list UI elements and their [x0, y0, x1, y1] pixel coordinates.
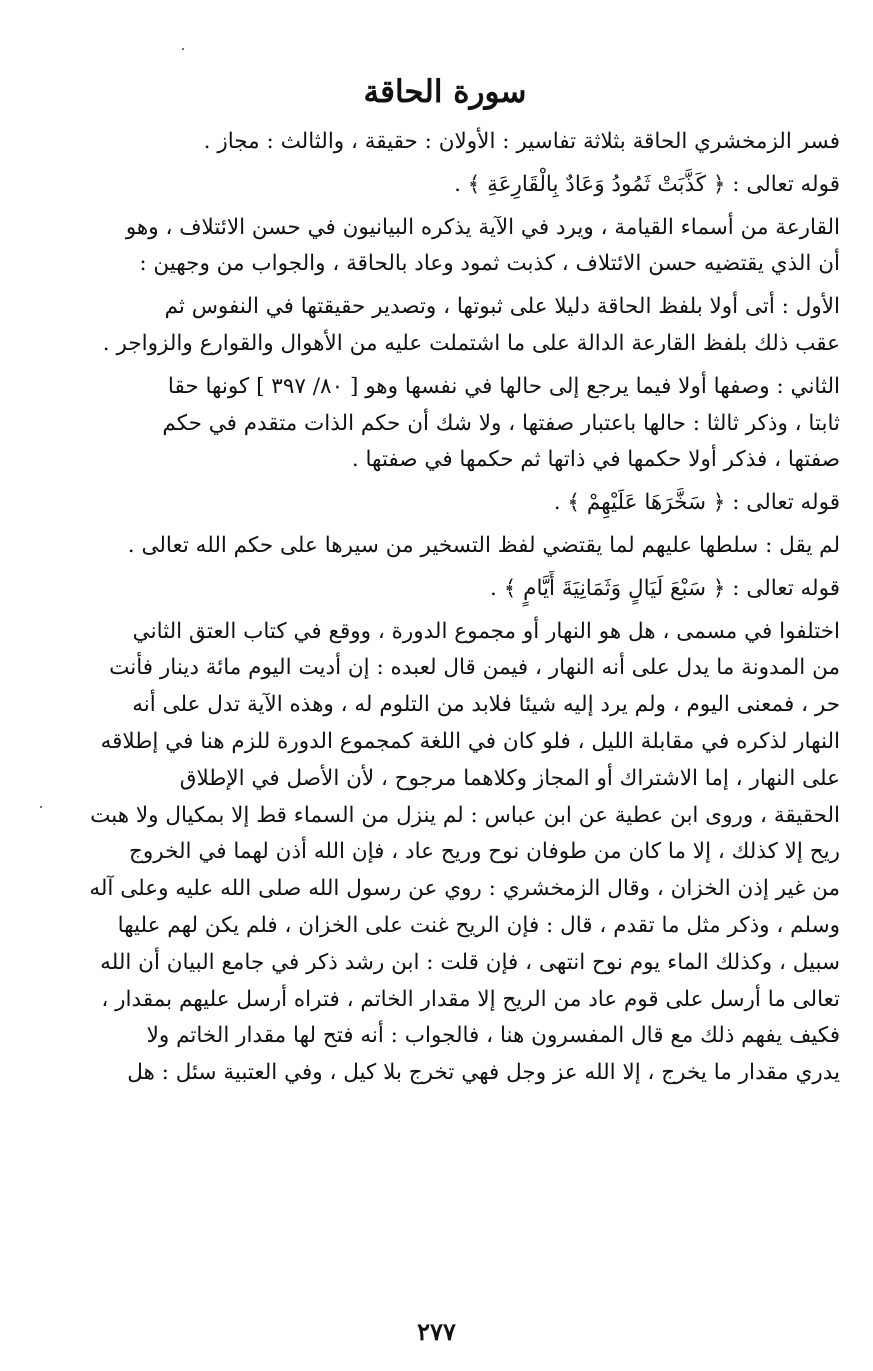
- text-line: القارعة من أسماء القيامة ، ويرد في الآية يذكره البيانيون في حسن الائتلاف ، وهو: [125, 214, 840, 240]
- page-number: ٢٧٧: [417, 1317, 456, 1346]
- text-line: يدري مقدار ما يخرج ، إلا الله عز وجل فهي تخرج بلا كيل ، وفي العتبية سئل : هل: [127, 1060, 840, 1086]
- text-line: اختلفوا في مسمى ، هل هو النهار أو مجموع الدورة ، ووقع في كتاب العتق الثاني: [132, 618, 840, 644]
- scan-speck: [182, 48, 184, 50]
- text-line: من غير إذن الخزان ، وقال الزمخشري : روي عن رسول الله صلى الله عليه وعلى آله: [89, 876, 840, 902]
- paragraph-taskhir: [50, 528, 840, 565]
- text-line: من المدونة ما يدل على أنه النهار ، فيمن قال لعبده : إن أديت اليوم مائة دينار فأنت: [109, 655, 840, 681]
- text-line: تعالى ما أرسل على قوم عاد من الريح إلا مقدار الخاتم ، فتراه أرسل عليهم بمقدار ،: [101, 986, 840, 1012]
- text-line: ثابتا ، وذكر ثالثا : حالها باعتبار صفتها ، ولا شك أن حكم الذات متقدم في حكم: [162, 410, 840, 436]
- text-line: وسلم ، وذكر مثل ما تقدم ، قال : فإن الريح غنت على الخزان ، فلم يكن لهم عليها: [117, 912, 840, 938]
- scan-speck: [40, 806, 42, 808]
- paragraph-verse-sakhkharaha: [50, 485, 840, 522]
- text-line: أن الذي يقتضيه حسن الائتلاف ، كذبت ثمود وعاد بالحاقة ، والجواب من وجهين :: [139, 251, 840, 277]
- verse-line: قوله تعالى : ﴿ كَذَّبَتْ ثَمُودُ وَعَادٌ بِالْقَارِعَةِ ﴾ .: [454, 171, 840, 197]
- paragraph-second-answer: [50, 369, 840, 479]
- paragraph-tafsir-intro: [50, 124, 840, 161]
- text-line: لم يقل : سلطها عليهم لما يقتضي لفظ التسخير من سيرها على حكم الله تعالى .: [127, 532, 840, 558]
- text-line: فسر الزمخشري الحاقة بثلاثة تفاسير : الأولان : حقيقة ، والثالث : مجاز .: [203, 129, 840, 154]
- surah-title: سورة الحاقة: [363, 74, 527, 110]
- text-line: عقب ذلك بلفظ القارعة الدالة على ما اشتملت عليه من الأهوال والقوارع والزواجر .: [102, 330, 840, 356]
- text-line: حر ، فمعنى اليوم ، ولم يرد إليه شيئا فلابد من التلوم له ، وهذه الآية تدل على أنه: [132, 692, 840, 718]
- paragraph-day-discussion: [50, 614, 840, 1092]
- paragraph-verse-qariah: [50, 167, 840, 204]
- text-line: سبيل ، وكذلك الماء يوم نوح انتهى ، فإن قلت : ابن رشد ذكر في جامع البيان أن الله: [100, 949, 840, 975]
- paragraph-verse-sab-layal: [50, 571, 840, 608]
- text-line: الأول : أتى أولا بلفظ الحاقة دليلا على ثبوتها ، وتصدير حقيقتها في النفوس ثم: [164, 294, 840, 320]
- text-line: فكيف يفهم ذلك مع قال المفسرون هنا ، فالجواب : أنه فتح لها مقدار الخاتم ولا: [146, 1023, 840, 1049]
- paragraph-first-answer: [50, 289, 840, 363]
- text-line: الحقيقة ، وروى ابن عطية عن ابن عباس : لم ينزل من السماء قط إلا بمكيال ولا هبت: [90, 802, 840, 828]
- verse-line: قوله تعالى : ﴿ سَبْعَ لَيَالٍ وَثَمَانِيَةَ أَيَّامٍ ﴾ .: [490, 575, 840, 601]
- paragraph-qariah-explanation: [50, 210, 840, 284]
- verse-line: قوله تعالى : ﴿ سَخَّرَهَا عَلَيْهِمْ ﴾ .: [553, 490, 840, 516]
- page-body: [50, 58, 840, 1098]
- text-line: ريح إلا كذلك ، إلا ما كان من طوفان نوح وريح عاد ، فإن الله أذن لهما في الخروج: [128, 839, 840, 865]
- text-line: النهار لذكره في مقابلة الليل ، فلو كان في اللغة كمجموع الدورة للزم هنا في إطلاقه: [100, 728, 840, 754]
- text-line: الثاني : وصفها أولا فيما يرجع إلى حالها في نفسها وهو [ ٨٠/ ٣٩٧ ] كونها حقا: [167, 373, 840, 399]
- text-line: على النهار ، إما الاشتراك أو المجاز وكلاهما مرجوح ، لأن الأصل في الإطلاق: [179, 765, 840, 791]
- text-line: صفتها ، فذكر أولا حكمها في ذاتها ثم حكمها في صفتها .: [351, 447, 840, 473]
